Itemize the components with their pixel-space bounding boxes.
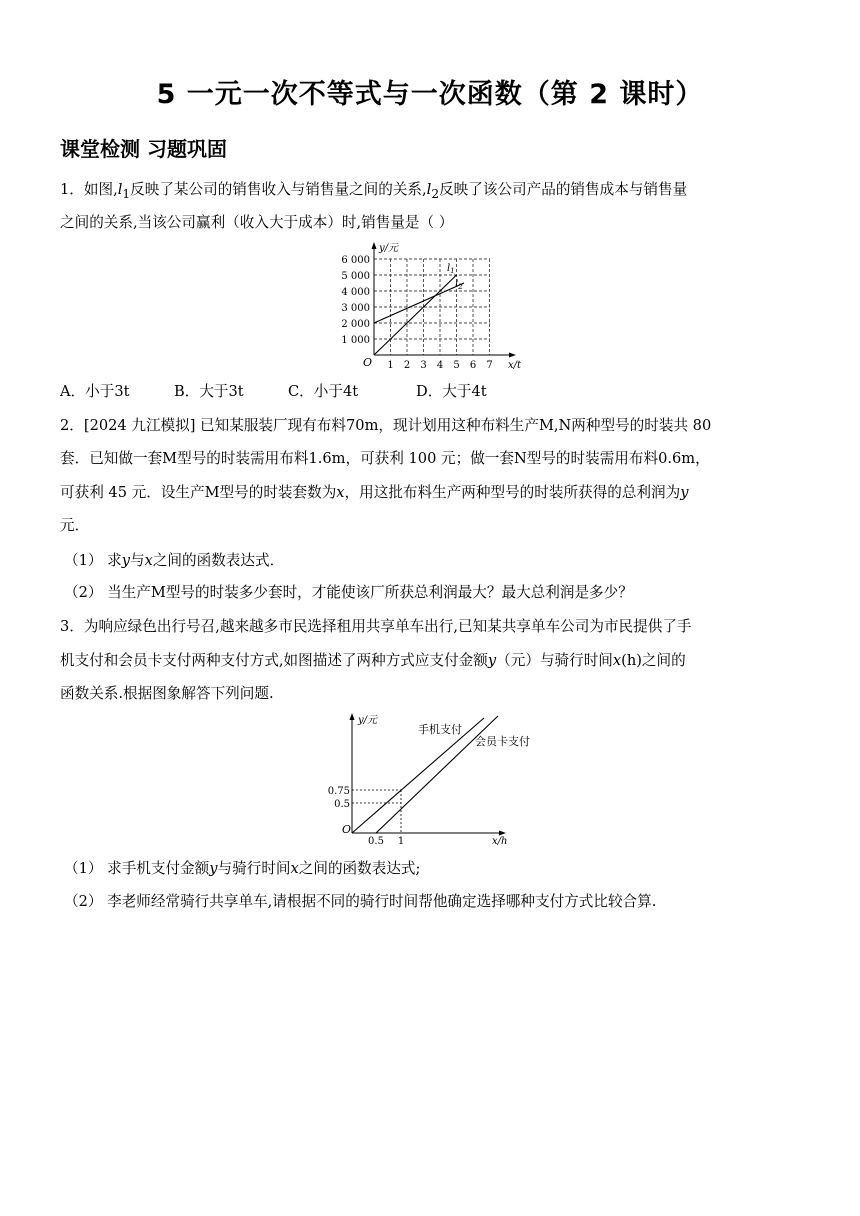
q3-sub1: （1） 求手机支付金额y与骑行时间x之间的函数表达式; — [64, 860, 421, 877]
q1-line2: 之间的关系,当该公司赢利（收入大于成本）时,销售量是（ ） — [60, 214, 454, 231]
q3-origin: O — [342, 823, 352, 836]
q1-line-l1 — [374, 275, 457, 355]
q1-option-c[interactable]: C．小于4t — [288, 383, 359, 400]
q1-x-tick: 3 — [420, 360, 427, 371]
q1-origin: O — [363, 356, 373, 369]
q1-y-tick: 5 000 — [341, 271, 370, 282]
q3-y-tick: 0.75 — [327, 786, 350, 797]
q1-line1: 1．如图$,l_1$反映了某公司的销售收入与销售量之间的关系$,l_2$反映了该公司产品的销售成本与销售量 — [60, 181, 688, 201]
q1-y-tick: 2 000 — [341, 319, 370, 330]
q1-x-tick: 6 — [469, 360, 477, 371]
q3-y-axis-label: y/元 — [358, 715, 378, 726]
q1-option-d[interactable]: D．大于4t — [416, 383, 487, 400]
q1-x-tick: 5 — [453, 360, 460, 371]
q2-line1: 2．[2024 九江模拟] 已知某服装厂现有布料70m，现计划用这种布料生产M,N两种型号的时装共 80 — [60, 417, 712, 434]
q1-x-tick: 1 — [387, 360, 394, 371]
q3-line2: 机支付和会员卡支付两种支付方式,如图描述了两种方式应支付金额y（元）与骑行时间x(h)之间的 — [60, 652, 686, 669]
q1-y-tick: 1 000 — [341, 335, 370, 346]
q1-line-l2 — [374, 283, 464, 323]
q1-x-axis-label: x/t — [508, 360, 522, 371]
q3-chart — [327, 708, 532, 847]
q1-y-tick: 4 000 — [341, 287, 370, 298]
q1-options — [60, 380, 487, 401]
q1-x-tick: 2 — [403, 360, 411, 371]
q2-sub1: （1） 求y与x之间的函数表达式． — [64, 552, 285, 569]
q2-sub2: （2） 当生产M型号的时装多少套时，才能使该厂所获总利润最大？最大总利润是多少？ — [64, 584, 633, 601]
q1-chart — [334, 238, 534, 373]
q1-option-b[interactable]: B．大于3t — [174, 383, 244, 400]
q3-x-tick: 1 — [397, 836, 405, 847]
q1-x-tick: 7 — [486, 360, 493, 371]
section-heading: 课堂检测 习题巩固 — [60, 137, 227, 161]
q1-y-tick: 6 000 — [341, 255, 370, 266]
q2-line4: 元． — [60, 517, 90, 534]
q3-x-tick: 0.5 — [368, 836, 384, 847]
q3-series-label-card: 会员卡支付 — [475, 735, 530, 748]
q2-line2: 套．已知做一套M型号的时装需用布料1.6m，可获利 100 元；做一套N型号的时装需用布料0.6m， — [60, 450, 710, 467]
q2-line3: 可获利 45 元．设生产M型号的时装套数为x，用这批布料生产两种型号的时装所获得的总利润为y — [60, 484, 689, 501]
q1-x-tick: 4 — [436, 360, 444, 371]
q1-line-l2-label: $l_2$ — [455, 279, 463, 291]
q1-y-axis-label: y/元 — [379, 243, 399, 254]
q3-sub2: （2） 李老师经常骑行共享单车,请根据不同的骑行时间帮他确定选择哪种支付方式比较合算. — [64, 893, 657, 910]
q3-y-tick: 0.5 — [334, 799, 350, 810]
q1-y-tick: 3 000 — [341, 303, 370, 314]
q3-line1: 3．为响应绿色出行号召,越来越多市民选择租用共享单车出行,已知某共享单车公司为市民提供了手 — [60, 618, 692, 635]
q1-line-l1-label: $l_1$ — [447, 263, 455, 275]
q3-series-label-phone: 手机支付 — [418, 723, 462, 736]
q3-line3: 函数关系.根据图象解答下列问题. — [60, 685, 274, 702]
page-title: 5 一元一次不等式与一次函数（第 2 课时） — [156, 79, 704, 110]
q1-option-a[interactable]: A．小于3t — [60, 383, 130, 400]
q3-x-axis-label: x/h — [492, 836, 508, 847]
